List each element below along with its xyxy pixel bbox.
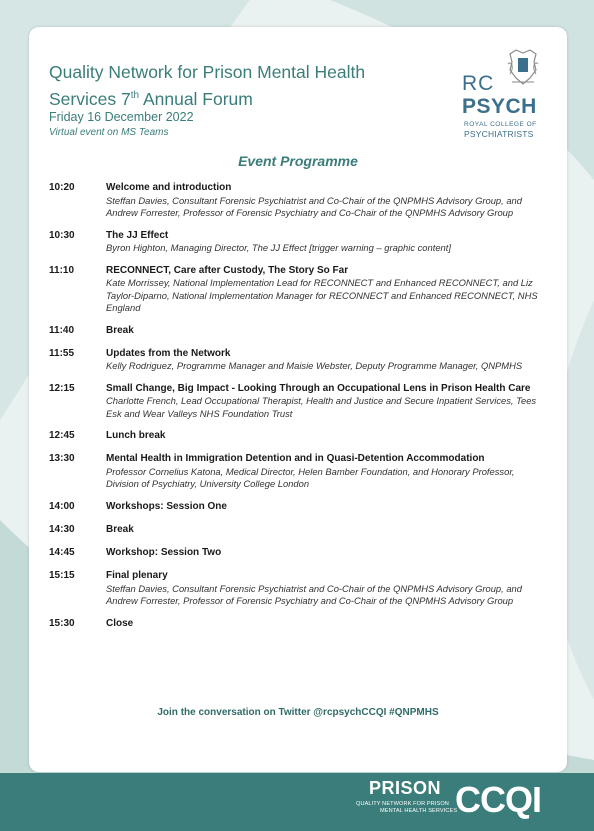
item-time: 12:15 bbox=[49, 382, 75, 394]
item-title: Final plenary bbox=[106, 570, 168, 582]
item-time: 14:45 bbox=[49, 547, 75, 559]
programme-item bbox=[49, 524, 549, 537]
item-speakers: Professor Cornelius Katona, Medical Director, Helen Bamber Foundation, and Honorary Professor, Division of Psychiatry, University College London bbox=[106, 466, 515, 490]
programme-item bbox=[49, 230, 549, 255]
item-title: Workshop: Session Two bbox=[106, 547, 222, 559]
item-title: Updates from the Network bbox=[106, 347, 231, 359]
logo-psych: PSYCH bbox=[462, 95, 537, 118]
footer-network-line1: QUALITY NETWORK FOR PRISON bbox=[356, 801, 449, 807]
item-speakers: Charlotte French, Lead Occupational Therapist, Health and Justice and Secure Inpatient Services, Tees Esk and Wear Valleys NHS Foundation Trust bbox=[106, 395, 537, 419]
item-title: Mental Health in Immigration Detention and in Quasi-Detention Accommodation bbox=[106, 453, 485, 465]
item-title: Small Change, Big Impact - Looking Through an Occupational Lens in Prison Health Care bbox=[106, 382, 531, 394]
item-speakers: Steffan Davies, Consultant Forensic Psychiatrist and Co-Chair of the QNPMHS Advisory Group, and Andrew Forrester, Professor of Forensic Psychiatry and Co-Chair of the QNPMHS Advisory Group bbox=[106, 194, 522, 218]
item-speakers: Kate Morrissey, National Implementation Lead for RECONNECT and Enhanced RECONNECT, and Liz Taylor-Diparno, National Implementation Manager for RECONNECT and Enhanced RECONNECT, NHS England bbox=[106, 277, 538, 313]
programme-item bbox=[49, 547, 549, 560]
footer-network-line2: MENTAL HEALTH SERVICES bbox=[380, 808, 458, 814]
item-title: RECONNECT, Care after Custody, The Story So Far bbox=[106, 264, 349, 276]
item-title: Welcome and introduction bbox=[106, 182, 232, 193]
logo-line1: ROYAL COLLEGE OF bbox=[464, 121, 537, 128]
item-time: 15:15 bbox=[49, 570, 75, 582]
item-speakers: Kelly Rodriguez, Programme Manager and Maisie Webster, Deputy Programme Manager, QNPMHS bbox=[106, 360, 523, 372]
forum-title: Quality Network for Prison Mental Health Services 7th Annual Forum bbox=[49, 62, 366, 109]
programme-list bbox=[49, 182, 549, 641]
item-title: Break bbox=[106, 524, 134, 536]
item-time: 14:30 bbox=[49, 524, 75, 536]
programme-item bbox=[49, 383, 549, 420]
programme-item bbox=[49, 453, 549, 490]
item-title: The JJ Effect bbox=[106, 229, 169, 241]
item-time: 15:30 bbox=[49, 617, 75, 629]
programme-heading: Event Programme bbox=[238, 153, 358, 169]
item-speakers: Steffan Davies, Consultant Forensic Psychiatrist and Co-Chair of the QNPMHS Advisory Group, and Andrew Forrester, Professor of Forensic Psychiatry and Co-Chair of the QNPMHS Advisory Group bbox=[106, 582, 522, 607]
rcpsych-logo bbox=[460, 48, 542, 144]
event-date: Friday 16 December 2022 bbox=[49, 110, 194, 124]
item-speakers: Byron Highton, Managing Director, The JJ Effect [trigger warning – graphic content] bbox=[106, 242, 451, 254]
programme-item bbox=[49, 182, 549, 219]
event-venue: Virtual event on MS Teams bbox=[49, 127, 169, 138]
programme-item bbox=[49, 348, 549, 373]
logo-rc: RC bbox=[462, 72, 495, 95]
programme-item bbox=[49, 618, 549, 631]
programme-item bbox=[49, 501, 549, 514]
item-time: 12:45 bbox=[49, 430, 75, 442]
ccqi-logo: CCQI bbox=[455, 779, 541, 820]
item-title: Close bbox=[106, 617, 134, 629]
item-time: 10:30 bbox=[49, 229, 75, 241]
item-title: Workshops: Session One bbox=[106, 500, 227, 512]
item-title: Break bbox=[106, 324, 134, 336]
programme-item bbox=[49, 570, 549, 607]
programme-item bbox=[49, 325, 549, 338]
item-time: 11:55 bbox=[49, 347, 75, 359]
programme-item bbox=[49, 265, 549, 314]
item-time: 14:00 bbox=[49, 500, 75, 512]
programme-item bbox=[49, 430, 549, 443]
logo-line2: PSYCHIATRISTS bbox=[464, 129, 534, 139]
item-time: 11:10 bbox=[49, 264, 75, 276]
item-time: 13:30 bbox=[49, 453, 75, 465]
item-time: 11:40 bbox=[49, 324, 75, 336]
footer-prison-label: PRISON bbox=[369, 778, 442, 798]
twitter-callout: Join the conversation on Twitter @rcpsychCCQI #QNPMHS bbox=[157, 707, 439, 718]
item-title: Lunch break bbox=[106, 430, 166, 442]
crest-icon bbox=[506, 48, 540, 86]
item-time: 10:20 bbox=[49, 182, 75, 193]
